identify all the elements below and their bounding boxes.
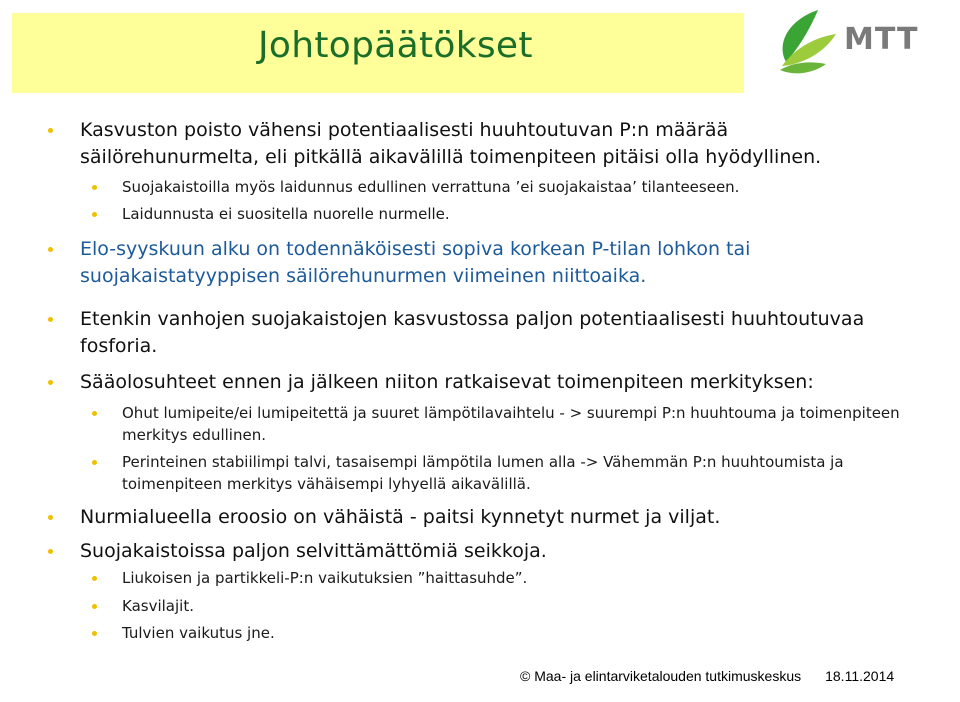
bullet-line: Perinteinen stabiilimpi talvi, tasaisempi lämpötila lumen alla -> Vähemmän P:n huuhtoumista ja (122, 453, 844, 471)
bullet-line: Tulvien vaikutus jne. (122, 624, 275, 642)
sub-bullet-dot-icon (92, 631, 97, 636)
footer-date: 18.11.2014 (825, 668, 895, 684)
bullet-line: suojakaistatyyppisen säilörehunurmen viimeinen niittoaika. (80, 265, 647, 287)
bullet-line: toimenpiteen merkitys vähäisempi lyhyellä aikavälillä. (122, 475, 531, 493)
bullet-item (80, 369, 814, 396)
slide-title: Johtopäätökset (258, 25, 533, 66)
bullet-line: Etenkin vanhojen suojakaistojen kasvustossa paljon potentiaalisesti huuhtoutuvaa (80, 308, 865, 330)
bullet-dot-icon (48, 515, 53, 520)
bullet-line: Ohut lumipeite/ei lumipeitettä ja suuret lämpötilavaihtelu - > suurempi P:n huuhtouma ja toimenpiteen (122, 404, 900, 422)
sub-bullet-dot-icon (92, 604, 97, 609)
sub-bullet-item (122, 567, 527, 589)
sub-bullet-dot-icon (92, 212, 97, 217)
bullet-line: säilörehunurmelta, eli pitkällä aikavälillä toimenpiteen pitäisi olla hyödyllinen. (80, 146, 822, 168)
bullet-line: merkitys edullinen. (122, 426, 266, 444)
logo-text: MTT (844, 22, 919, 57)
bullet-dot-icon (48, 380, 53, 385)
footer (520, 668, 894, 684)
bullet-item (80, 236, 750, 290)
bullet-item (80, 538, 547, 565)
bullet-line: fosforia. (80, 335, 158, 357)
bullet-item (80, 306, 864, 360)
bullet-line: Liukoisen ja partikkeli-P:n vaikutuksien ”haittasuhde”. (122, 569, 528, 587)
sub-bullet-dot-icon (92, 185, 97, 190)
copyright-text: © Maa- ja elintarviketalouden tutkimuskeskus (520, 668, 802, 684)
sub-bullet-item (122, 402, 900, 446)
bullet-line: Suojakaistoilla myös laidunnus edullinen verrattuna ’ei suojakaistaa’ tilanteeseen. (122, 178, 740, 196)
sub-bullet-item (122, 451, 844, 495)
bullet-dot-icon (48, 549, 53, 554)
sub-bullet-item (122, 203, 450, 225)
sub-bullet-item (122, 622, 275, 644)
bullet-line: Suojakaistoissa paljon selvittämättömiä seikkoja. (80, 540, 547, 562)
bullet-dot-icon (48, 128, 53, 133)
bullet-dot-icon (48, 317, 53, 322)
bullet-line: Kasvilajit. (122, 597, 194, 615)
bullet-item (80, 504, 720, 531)
sub-bullet-item (122, 176, 739, 198)
bullet-dot-icon (48, 247, 53, 252)
bullet-line: Kasvuston poisto vähensi potentiaalisesti huuhtoutuvan P:n määrää (80, 119, 729, 141)
bullet-item (80, 117, 821, 171)
sub-bullet-dot-icon (92, 460, 97, 465)
bullet-line: Elo-syyskuun alku on todennäköisesti sopiva korkean P-tilan lohkon tai (80, 238, 751, 260)
sub-bullet-dot-icon (92, 576, 97, 581)
bullet-line: Laidunnusta ei suositella nuorelle nurmelle. (122, 205, 450, 223)
sub-bullet-dot-icon (92, 411, 97, 416)
bullet-line: Nurmialueella eroosio on vähäistä - paitsi kynnetyt nurmet ja viljat. (80, 506, 721, 528)
bullet-line: Sääolosuhteet ennen ja jälkeen niiton ratkaisevat toimenpiteen merkityksen: (80, 371, 814, 393)
sub-bullet-item (122, 595, 194, 617)
